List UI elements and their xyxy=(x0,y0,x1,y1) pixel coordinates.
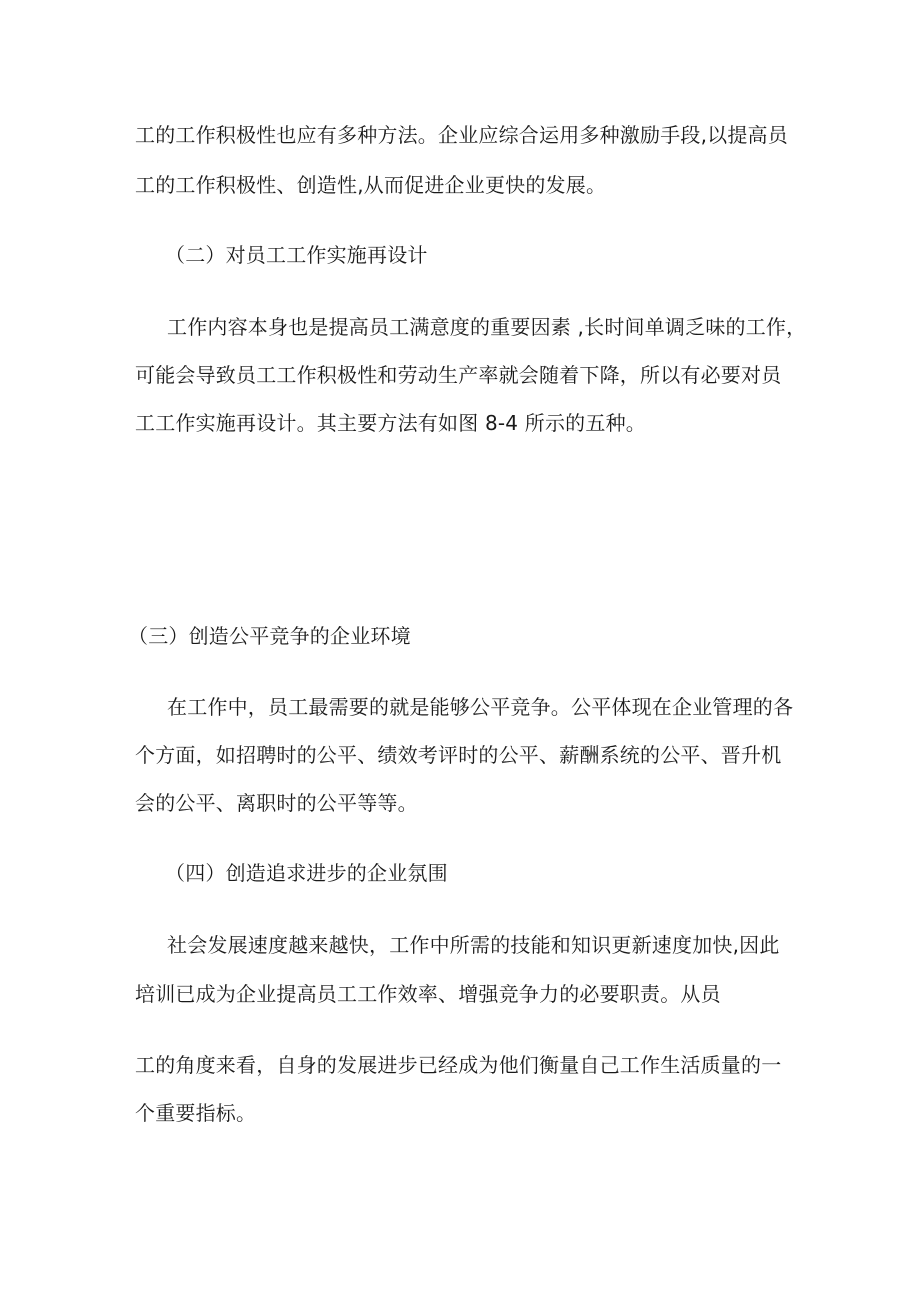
body-text-line: 社会发展速度越来越快，工作中所需的技能和知识更新速度加快,因此 xyxy=(167,933,780,957)
body-text-line: 工工作实施再设计。其主要方法有如图 8-4 所示的五种。 xyxy=(135,411,646,435)
body-text-line: 会的公平、离职时的公平等等。 xyxy=(135,791,418,815)
body-text-line: 个重要指标。 xyxy=(135,1101,257,1125)
body-text-line: 工的角度来看，自身的发展进步已经成为他们衡量自己工作生活质量的一 xyxy=(135,1053,782,1077)
section-heading: （三）创造公平竞争的企业环境 xyxy=(128,624,411,648)
body-text-line: 工的工作积极性、创造性,从而促进企业更快的发展。 xyxy=(135,173,607,197)
body-text-line: 工的工作积极性也应有多种方法。企业应综合运用多种激励手段,以提高员 xyxy=(135,123,788,147)
body-text-line: 可能会导致员工工作积极性和劳动生产率就会随着下降，所以有必要对员 xyxy=(135,363,782,387)
body-text-line: 培训已成为企业提高员工工作效率、增强竞争力的必要职责。从员 xyxy=(135,982,721,1006)
body-text-line: 在工作中，员工最需要的就是能够公平竞争。公平体现在企业管理的各 xyxy=(167,695,794,719)
body-text-line: 个方面，如招聘时的公平、绩效考评时的公平、薪酬系统的公平、晋升机 xyxy=(135,743,782,767)
section-heading: （四）创造追求进步的企业氛围 xyxy=(165,861,448,885)
section-heading: （二）对员工工作实施再设计 xyxy=(165,243,428,267)
body-text-line: 工作内容本身也是提高员工满意度的重要因素 ,长时间单调乏味的工作， xyxy=(167,315,807,339)
